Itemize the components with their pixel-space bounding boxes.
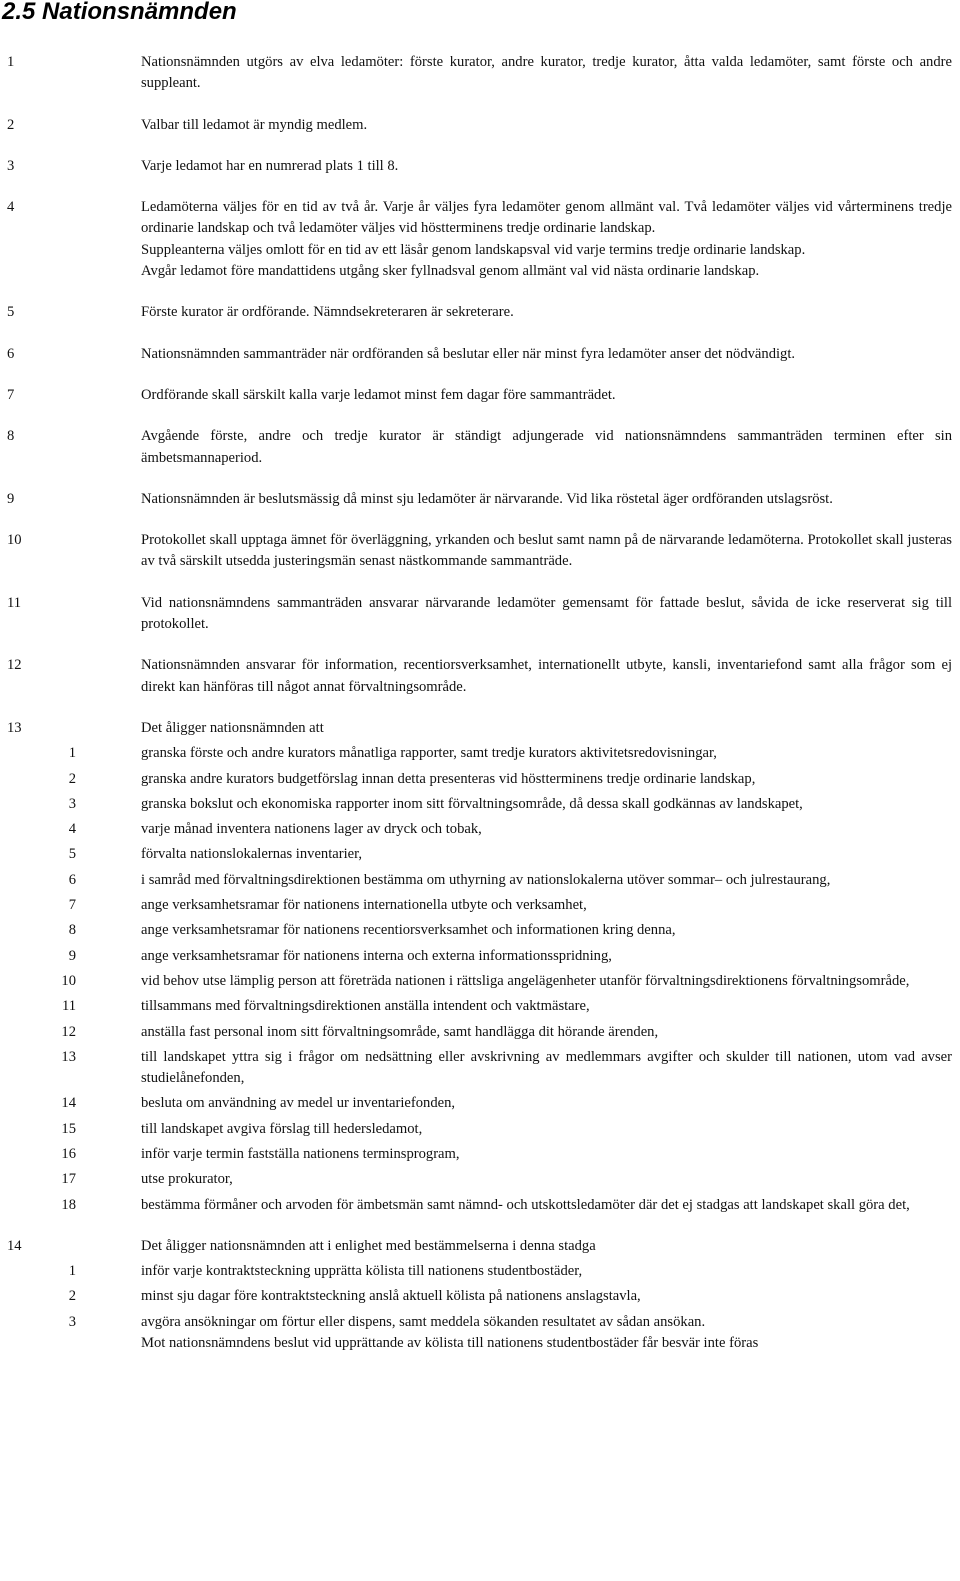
sub-item-text: vid behov utse lämplig person att företräda nationen i rättsliga angelägenheter utanför förvaltningsdirektionens förvaltningsområde,	[141, 972, 910, 989]
sub-item	[0, 920, 960, 941]
paragraph-number: 12	[7, 657, 22, 674]
sub-item	[0, 1144, 960, 1165]
paragraph	[0, 489, 960, 510]
paragraph	[0, 344, 960, 365]
sub-item	[0, 1047, 960, 1090]
sub-item-number: 3	[68, 795, 76, 812]
paragraph-text: Ordförande skall särskilt kalla varje ledamot minst fem dagar före sammanträdet.	[141, 386, 616, 403]
paragraph-text: Vid nationsnämndens sammanträden ansvarar närvarande ledamöter gemensamt för fattade beslut, såvida de icke reserverat sig till protokollet.	[141, 594, 952, 633]
paragraph-text: Avgående förste, andre och tredje kurator är ständigt adjungerade vid nationsnämndens sammanträden terminen efter sin ämbetsmannaperiod.	[141, 428, 952, 466]
sub-item-text: granska andre kurators budgetförslag innan detta presenteras vid höstterminens tredje ordinarie landskap,	[141, 770, 756, 787]
paragraph-number: 2	[7, 116, 15, 133]
sub-item-text: ange verksamhetsramar för nationens recentiorsverksamhet och informationen kring denna,	[141, 922, 676, 939]
paragraph	[0, 426, 960, 469]
sub-item	[0, 971, 960, 992]
sub-item-text: granska förste och andre kurators månatliga rapporter, samt tredje kurators aktivitetsredovisningar,	[141, 745, 717, 762]
paragraph-number: 1	[7, 54, 15, 70]
sub-item	[0, 819, 960, 840]
sub-item-text: till landskapet avgiva förslag till hedersledamot,	[141, 1120, 423, 1137]
paragraph-number: 6	[7, 345, 15, 362]
sub-item-text: i samråd med förvaltningsdirektionen bestämma om uthyrning av nationslokalerna utöver sommar– och julrestaurang,	[141, 871, 831, 888]
paragraph-number: 3	[7, 157, 15, 174]
sub-item-number: 5	[68, 846, 76, 863]
paragraph-line: Suppleanterna väljes omlott för en tid av ett läsår genom landskapsval vid varje termins tredje ordinarie landskap.	[141, 241, 806, 258]
paragraph-number: 10	[7, 532, 22, 549]
sub-item	[0, 996, 960, 1017]
sub-item-number: 8	[68, 922, 76, 939]
sub-item-list	[0, 743, 960, 1216]
sub-item	[0, 743, 960, 764]
sub-item-number: 1	[68, 745, 76, 762]
paragraph-number: 11	[7, 594, 22, 611]
sub-item	[0, 1312, 960, 1355]
sub-item-number: 3	[68, 1313, 76, 1330]
sub-item	[0, 1022, 960, 1043]
sub-item-number: 7	[68, 897, 76, 914]
paragraph-intro: Det åligger nationsnämnden att	[141, 719, 324, 736]
paragraph-text	[141, 197, 952, 282]
paragraph-number: 5	[7, 304, 15, 321]
sub-item-text: tillsammans med förvaltningsdirektionen anställa intendent och vaktmästare,	[141, 998, 590, 1015]
sub-item-number: 10	[61, 972, 76, 989]
paragraph-line: Ledamöterna väljes för en tid av två år. Varje år väljes fyra ledamöter genom allmänt val. Två ledamöter väljes vid vårterminens tredje ordinarie landskap och två ledamöter väljes vid höstterminens tredje ordinarie landskap.	[141, 199, 952, 237]
sub-item-text: utse prokurator,	[141, 1171, 233, 1188]
sub-item	[0, 946, 960, 967]
paragraph-intro: Det åligger nationsnämnden att i enlighet med bestämmelserna i denna stadga	[141, 1237, 596, 1254]
paragraph-number: 4	[7, 199, 15, 216]
paragraph-14	[0, 1236, 960, 1354]
sub-item-text: varje månad inventera nationens lager av dryck och tobak,	[141, 821, 482, 838]
sub-item-number: 18	[61, 1196, 76, 1213]
paragraph	[0, 530, 960, 573]
sub-item-note: Mot nationsnämndens beslut vid upprättande av kölista till nationens studentbostäder får besvär inte föras	[141, 1335, 759, 1352]
sub-item-text: bestämma förmåner och arvoden för ämbetsmän samt nämnd- och utskottsledamöter där det ej stadgas att landskapet skall göra det,	[141, 1196, 910, 1213]
sub-item	[0, 1119, 960, 1140]
sub-item-text: ange verksamhetsramar för nationens interna och externa informationsspridning,	[141, 947, 612, 964]
sub-item-text: minst sju dagar före kontraktsteckning anslå aktuell kölista på nationens anslagstavla,	[141, 1288, 641, 1305]
paragraph-number: 9	[7, 490, 15, 507]
sub-item-number: 1	[68, 1263, 76, 1280]
sub-item-text: anställa fast personal inom sitt förvaltningsområde, samt handlägga dit hörande ärenden,	[141, 1023, 659, 1040]
paragraph	[0, 52, 960, 95]
paragraph-line: Avgår ledamot före mandattidens utgång sker fyllnadsval genom allmänt val vid nästa ordinarie landskap.	[141, 263, 760, 280]
paragraph	[0, 197, 960, 282]
paragraph-number: 13	[7, 719, 22, 736]
sub-item-number: 6	[68, 871, 76, 888]
paragraph	[0, 385, 960, 406]
sub-item	[0, 794, 960, 815]
paragraph-number: 14	[7, 1237, 22, 1254]
paragraph-text: Varje ledamot har en numrerad plats 1 till 8.	[141, 157, 399, 174]
sub-item-number: 17	[61, 1171, 76, 1188]
paragraph-text: Nationsnämnden sammanträder när ordföranden så beslutar eller när minst fyra ledamöter anser det nödvändigt.	[141, 345, 796, 362]
sub-item-text: inför varje kontraktsteckning upprätta kölista till nationens studentbostäder,	[141, 1263, 583, 1280]
paragraph	[0, 655, 960, 698]
sub-item	[0, 1195, 960, 1216]
paragraph	[0, 593, 960, 636]
sub-item-number: 14	[61, 1095, 76, 1112]
paragraph-text: Förste kurator är ordförande. Nämndsekreteraren är sekreterare.	[141, 304, 514, 321]
sub-item	[0, 895, 960, 916]
paragraph-text: Valbar till ledamot är myndig medlem.	[141, 116, 368, 133]
document-body	[0, 52, 960, 1374]
sub-item-number: 9	[68, 947, 76, 964]
paragraph-text: Protokollet skall upptaga ämnet för överläggning, yrkanden och beslut samt namn på de närvarande ledamöterna. Protokollet skall justeras av två särskilt utsedda justeringsmän senast nästkommande sammanträde.	[141, 532, 952, 570]
paragraph-text: Nationsnämnden ansvarar för information, recentiorsverksamhet, internationellt utbyte, kansli, inventariefond samt alla frågor som ej direkt kan hänföras till något annat förvaltningsområde.	[141, 657, 952, 695]
sub-item-text: inför varje termin fastställa nationens terminsprogram,	[141, 1145, 460, 1162]
paragraph-number: 7	[7, 386, 15, 403]
paragraph	[0, 156, 960, 177]
sub-item-number: 15	[61, 1120, 76, 1137]
sub-item	[0, 1261, 960, 1282]
sub-item-number: 16	[61, 1145, 76, 1162]
sub-item	[0, 1093, 960, 1114]
section-heading: 2.5 Nationsnämnden	[2, 0, 237, 25]
sub-item-number: 2	[68, 770, 76, 787]
sub-item	[0, 844, 960, 865]
sub-item-number: 4	[68, 821, 76, 838]
sub-item-list	[0, 1261, 960, 1354]
sub-item-text: till landskapet yttra sig i frågor om nedsättning eller avskrivning av medlemmars avgifter och skulder till nationen, utom vad avser studielånefonden,	[141, 1048, 952, 1087]
paragraph-13	[0, 718, 960, 1216]
sub-item	[0, 1169, 960, 1190]
paragraph-number: 8	[7, 428, 15, 445]
sub-item-text: ange verksamhetsramar för nationens internationella utbyte och verksamhet,	[141, 897, 587, 914]
sub-item	[0, 769, 960, 790]
paragraph-text: Nationsnämnden utgörs av elva ledamöter: förste kurator, andre kurator, tredje kurator, åtta valda ledamöter, samt förste och andre suppleant.	[141, 54, 952, 92]
sub-item-text: förvalta nationslokalernas inventarier,	[141, 846, 363, 863]
paragraph	[0, 302, 960, 323]
sub-item-text: granska bokslut och ekonomiska rapporter inom sitt förvaltningsområde, då dessa skall godkännas av landskapet,	[141, 795, 803, 812]
paragraph	[0, 115, 960, 136]
sub-item-number: 13	[61, 1048, 76, 1065]
sub-item-text: besluta om användning av medel ur inventariefonden,	[141, 1095, 456, 1112]
sub-item-text: avgöra ansökningar om förtur eller dispens, samt meddela sökanden resultatet av sådan ansökan.	[141, 1313, 706, 1330]
sub-item-number: 2	[68, 1288, 76, 1305]
sub-item-number: 12	[61, 1023, 76, 1040]
sub-item	[0, 870, 960, 891]
sub-item	[0, 1286, 960, 1307]
sub-item-number: 11	[61, 998, 76, 1015]
paragraph-text: Nationsnämnden är beslutsmässig då minst sju ledamöter är närvarande. Vid lika röstetal äger ordföranden utslagsröst.	[141, 490, 833, 507]
